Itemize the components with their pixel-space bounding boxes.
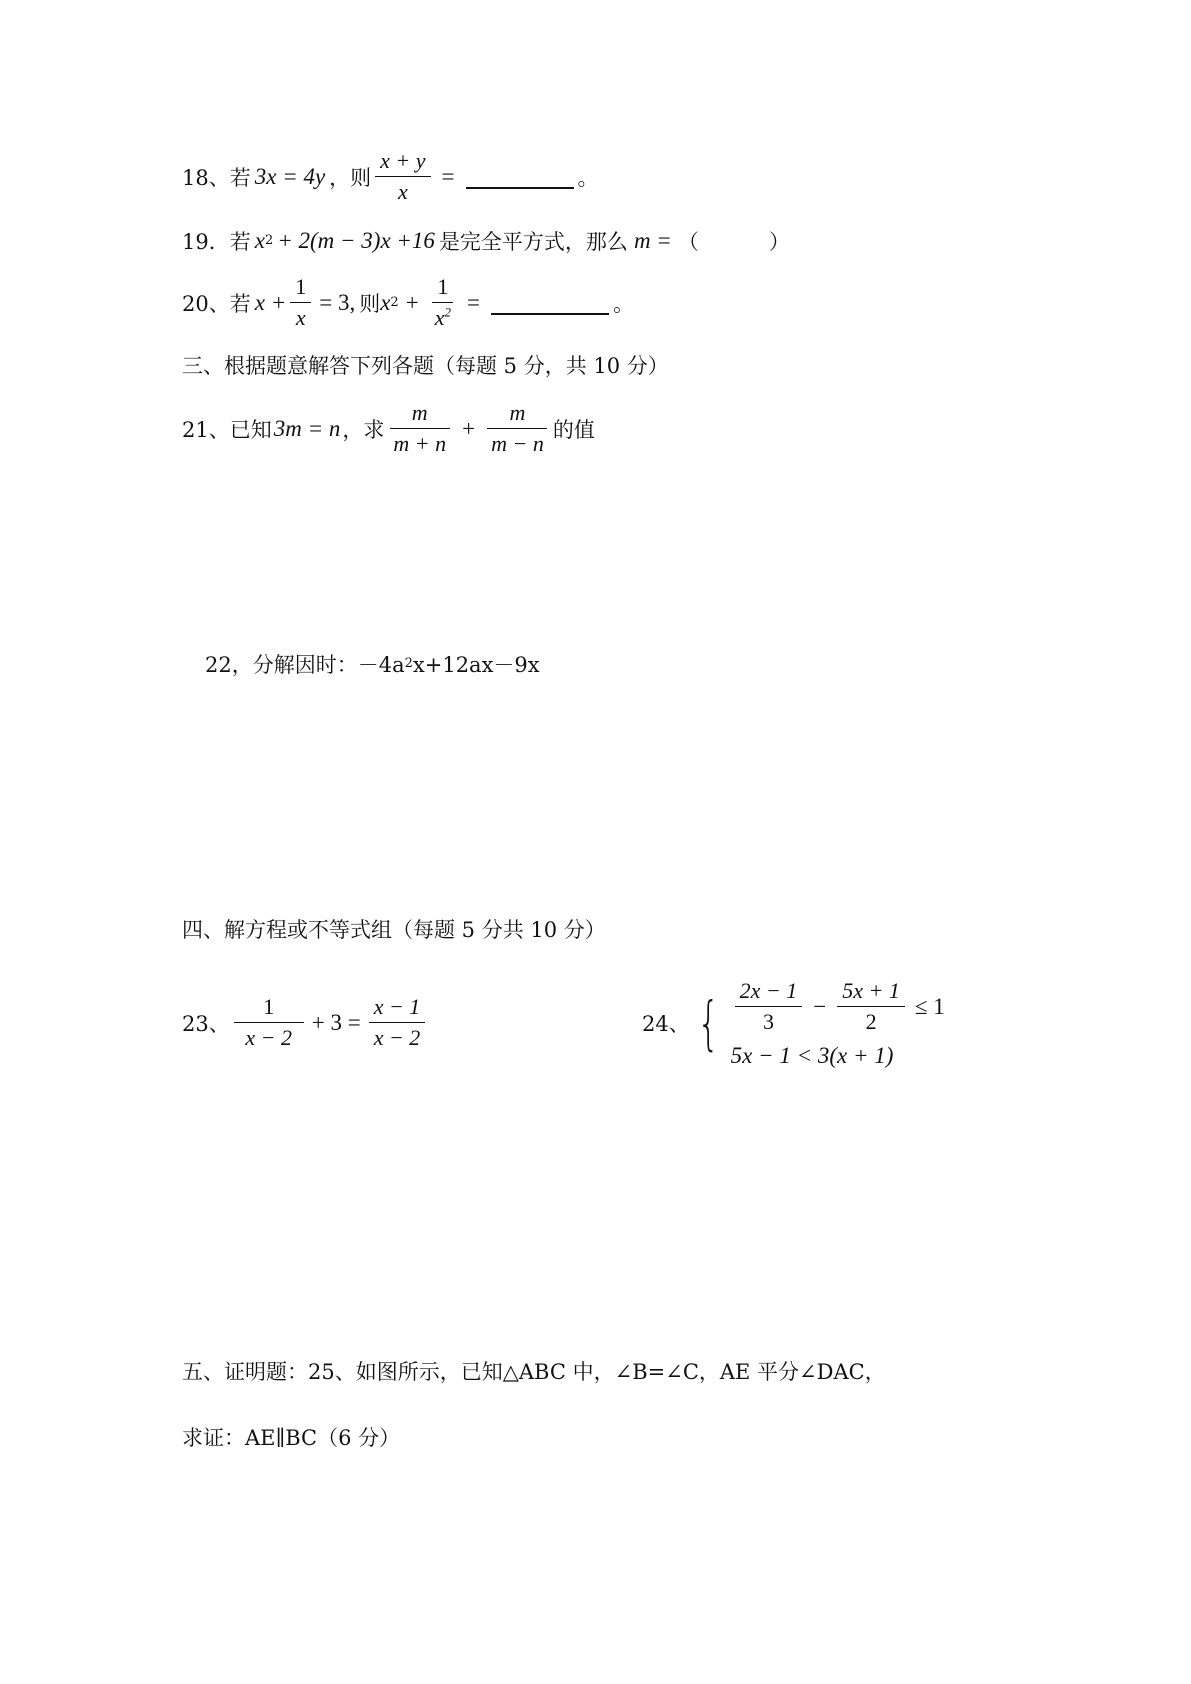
q19-expression: + 2(m − 3)x +16 (277, 228, 435, 253)
q18-label: 18、 (182, 165, 230, 190)
question-19: 19．若 x 2 + 2(m − 3)x +16 是完全平方式，那么 m = （ ） (182, 228, 790, 254)
q23-fraction-2-denominator: x − 2 (373, 1025, 421, 1050)
q20-answer-blank[interactable] (491, 291, 609, 315)
q24-system (731, 976, 945, 1069)
q24-brace: { (697, 988, 720, 1057)
q24-inequality-2: 5x − 1 < 3(x + 1) (730, 1043, 894, 1068)
q18-answer-blank[interactable] (466, 165, 574, 189)
q21-fraction-1 (388, 398, 451, 459)
q18-equals: = (441, 163, 455, 189)
question-20: 20、若 x + $\frac{1}{x}$ = 3, 则 x 2 + $\frac{1}{x^2}$ = 。 (182, 272, 634, 333)
q24-fraction-2-denominator: 2 (865, 1009, 877, 1034)
q20-x: x + (254, 289, 287, 315)
q20-end: 。 (612, 291, 634, 316)
q19-paren-close: ） (768, 230, 790, 254)
q20-fraction-1-numerator: 1 (290, 272, 311, 303)
question-24 (642, 976, 945, 1069)
q23-fraction-1 (234, 992, 304, 1053)
q20-x-squared: x (380, 289, 391, 315)
section-5-line-1: 五、证明题：25、如图所示，已知△ABC 中，∠B=∠C，AE 平分∠DAC， (182, 1360, 886, 1384)
q23-fraction-1-numerator: 1 (234, 992, 304, 1023)
q20-fraction-2 (430, 272, 456, 333)
q22-rest: x+12ax－9x (412, 653, 540, 677)
q19-paren-open: （ (677, 230, 699, 254)
q20-equals-3: = 3, (319, 289, 356, 315)
q23-fraction-2-numerator: x − 1 (369, 992, 426, 1023)
q18-end: 。 (577, 165, 599, 190)
q19-label: 19．若 (182, 230, 251, 254)
q18-fraction (375, 146, 430, 207)
question-21 (182, 398, 595, 459)
q20-fraction-2-numerator: 1 (432, 272, 453, 303)
q20-equals: = (466, 289, 480, 315)
section-3-heading: 三、根据题意解答下列各题（每题 5 分，共 10 分） (182, 354, 669, 378)
q20-denominator-base: x (434, 305, 445, 330)
q24-fraction-2 (837, 976, 905, 1037)
q21-label: 21、已知 (182, 417, 272, 442)
question-18 (182, 146, 599, 207)
q21-fraction-1-denominator: m + n (393, 431, 447, 456)
section-5-line-2: 求证：AE∥BC（6 分） (182, 1426, 401, 1450)
q21-fraction-2 (486, 398, 549, 459)
q18-then: ，则 (329, 165, 372, 190)
q21-condition: 3m = n (273, 415, 341, 441)
q21-find: ，求 (342, 417, 385, 442)
q20-fraction-1 (290, 272, 311, 333)
q23-fraction-1-denominator: x − 2 (245, 1025, 293, 1050)
q20-fraction-1-denominator: x (295, 305, 306, 330)
q18-condition: 3x = 4y (254, 163, 326, 189)
q20-then: 则 (359, 291, 381, 316)
q24-less-equal: ≤ 1 (914, 993, 945, 1019)
q23-fraction-2 (369, 992, 426, 1053)
q20-fraction-2-denominator (430, 303, 456, 333)
q19-variable: m = (633, 228, 672, 253)
q21-fraction-2-numerator: m (487, 398, 547, 429)
section-4-heading: 四、解方程或不等式组（每题 5 分共 10 分） (182, 918, 606, 942)
q22-label: 22，分解因时：－4a (205, 653, 405, 677)
q19-text: 是完全平方式，那么 (438, 230, 628, 254)
q24-label: 24、 (642, 1011, 690, 1036)
q20-label: 20、若 (182, 291, 251, 316)
q24-fraction-1-denominator: 3 (762, 1009, 774, 1034)
question-22: 22，分解因时：－4a 2 x+12ax－9x (205, 649, 540, 679)
q23-plus-3: + 3 = (311, 1009, 361, 1035)
q20-denominator-exponent: 2 (444, 304, 451, 320)
q20-plus: + (405, 289, 419, 315)
q24-fraction-1-numerator: 2x − 1 (735, 976, 803, 1007)
q24-fraction-1 (735, 976, 803, 1037)
q18-if: 若 (229, 165, 251, 190)
q24-fraction-2-numerator: 5x + 1 (837, 976, 905, 1007)
q18-fraction-denominator: x (397, 179, 408, 204)
q21-fraction-1-numerator: m (390, 398, 450, 429)
q19-x: x (254, 228, 265, 253)
q21-tail: 的值 (552, 417, 595, 442)
q21-fraction-2-denominator: m − n (491, 431, 544, 456)
q18-fraction-numerator: x + y (375, 146, 430, 177)
q24-inequality-1 (731, 976, 945, 1037)
q23-label: 23、 (182, 1011, 230, 1036)
q21-plus: + (462, 415, 476, 441)
q24-minus: − (813, 993, 827, 1019)
question-23 (182, 992, 429, 1053)
